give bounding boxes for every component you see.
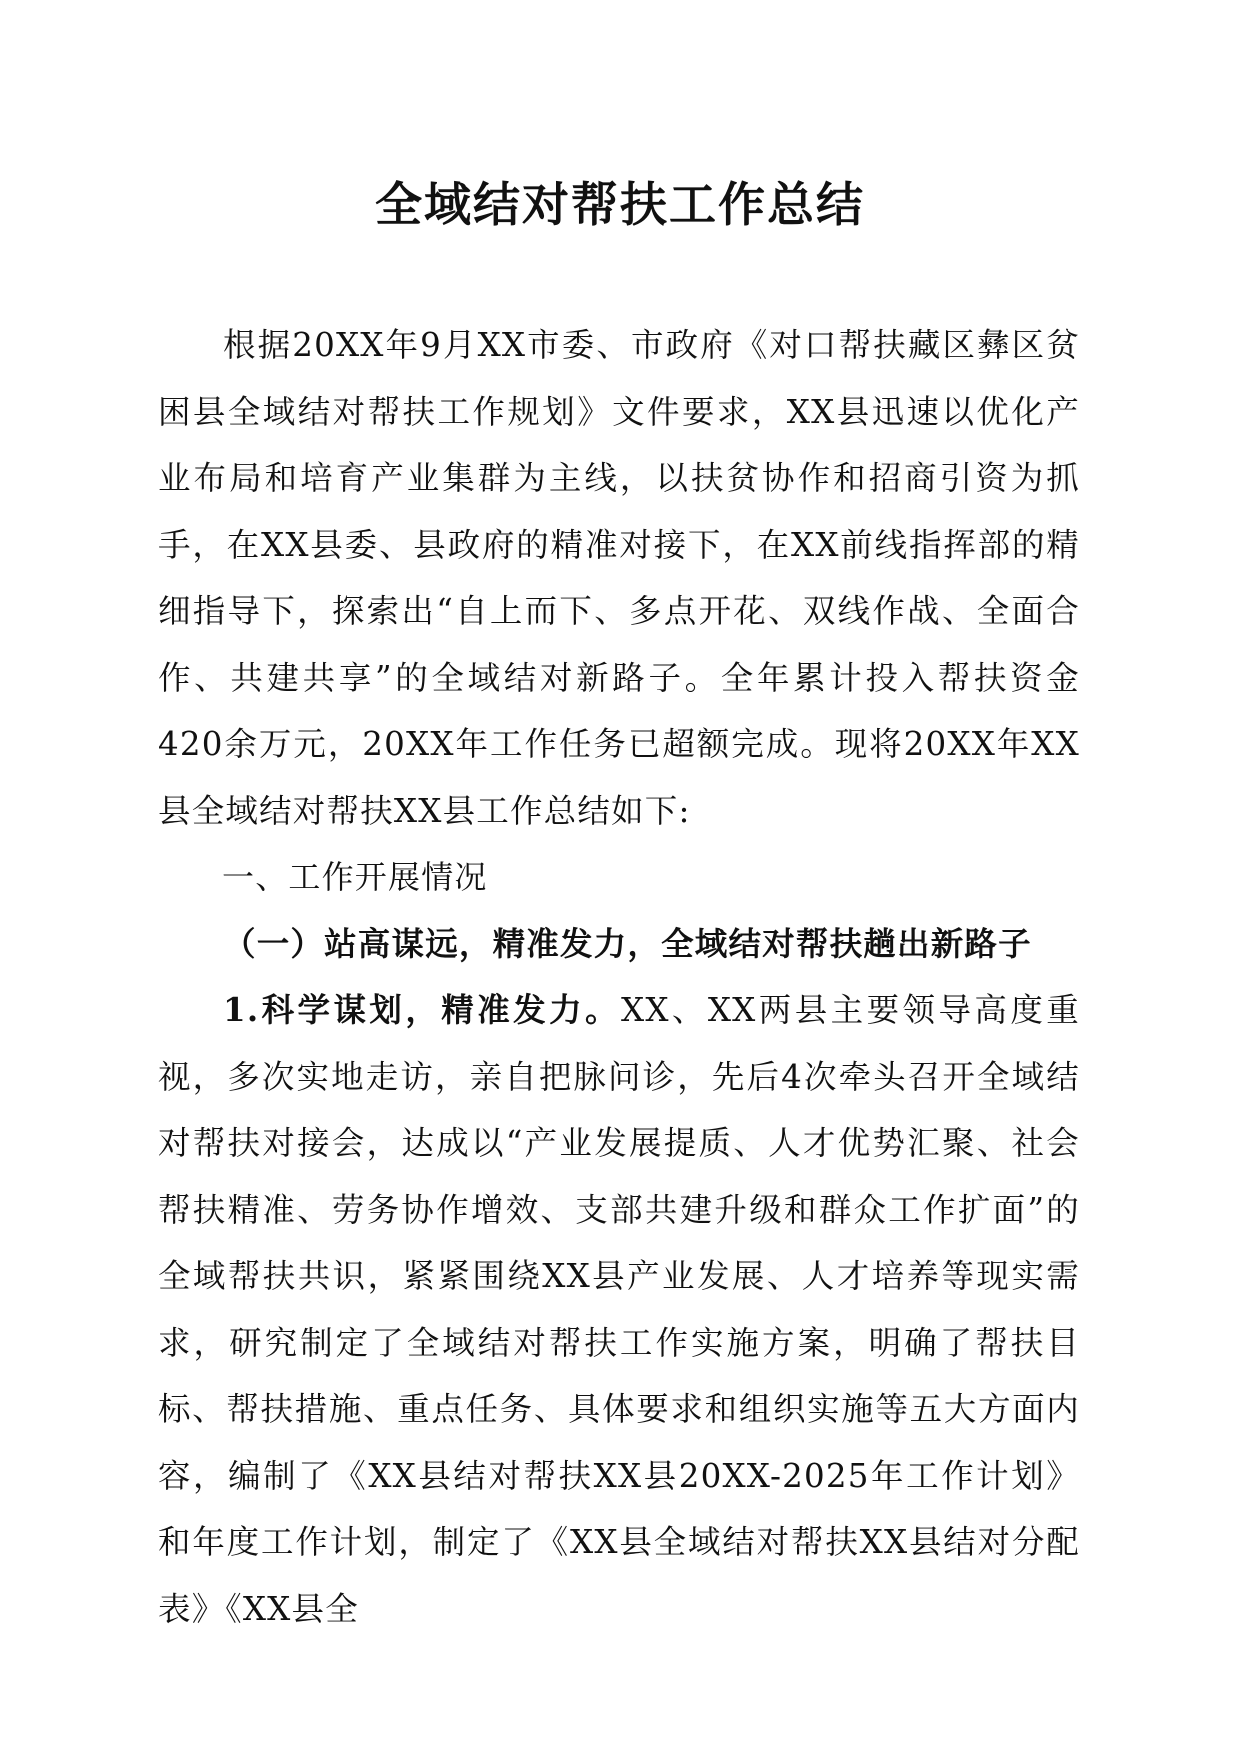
document-title: 全域结对帮扶工作总结 (375, 178, 865, 233)
item1-text: XX、XX两县主要领导高度重视，多次实地走访，亲自把脉问诊，先后4次牵头召开全域结对帮扶对接会，达成以“产业发展提质、人才优势汇聚、社会帮扶精准、劳务协作增效、支部共建升级和群众工作扩面”的全域帮扶共识，紧紧围绕XX县产业发展、人才培养等现实需求，研究制定了全域结对帮扶工作实施方案，明确了帮扶目标、帮扶措施、重点任务、具体要求和组织实施等五大方面内容，编制了《XX县结对帮扶XX县20XX-2025年工作计划》和年度工作计划，制定了《XX县全域结对帮扶XX县结对分配表》《XX县全 (158, 991, 1080, 1628)
item1-lead: 1.科学谋划，精准发力。 (223, 990, 621, 1029)
intro-paragraph: 根据20XX年9月XX市委、市政府《对口帮扶藏区彝区贫困县全域结对帮扶工作规划》文件要求，XX县迅速以优化产业布局和培育产业集群为主线，以扶贫协作和招商引资为抓手，在XX县委、县政府的精准对接下，在XX前线指挥部的精细指导下，探索出“自上而下、多点开花、双线作战、全面合作、共建共享”的全域结对新路子。全年累计投入帮扶资金420余万元，20XX年工作任务已超额完成。现将20XX年XX县全域结对帮扶XX县工作总结如下: (158, 326, 1080, 830)
section-heading: 一、工作开展情况 (222, 858, 488, 896)
item1-paragraph (158, 977, 1080, 1642)
subsection-heading: （一）站高谋远，精准发力，全域结对帮扶趟出新路子 (223, 923, 1032, 963)
document-body (158, 312, 1080, 1642)
